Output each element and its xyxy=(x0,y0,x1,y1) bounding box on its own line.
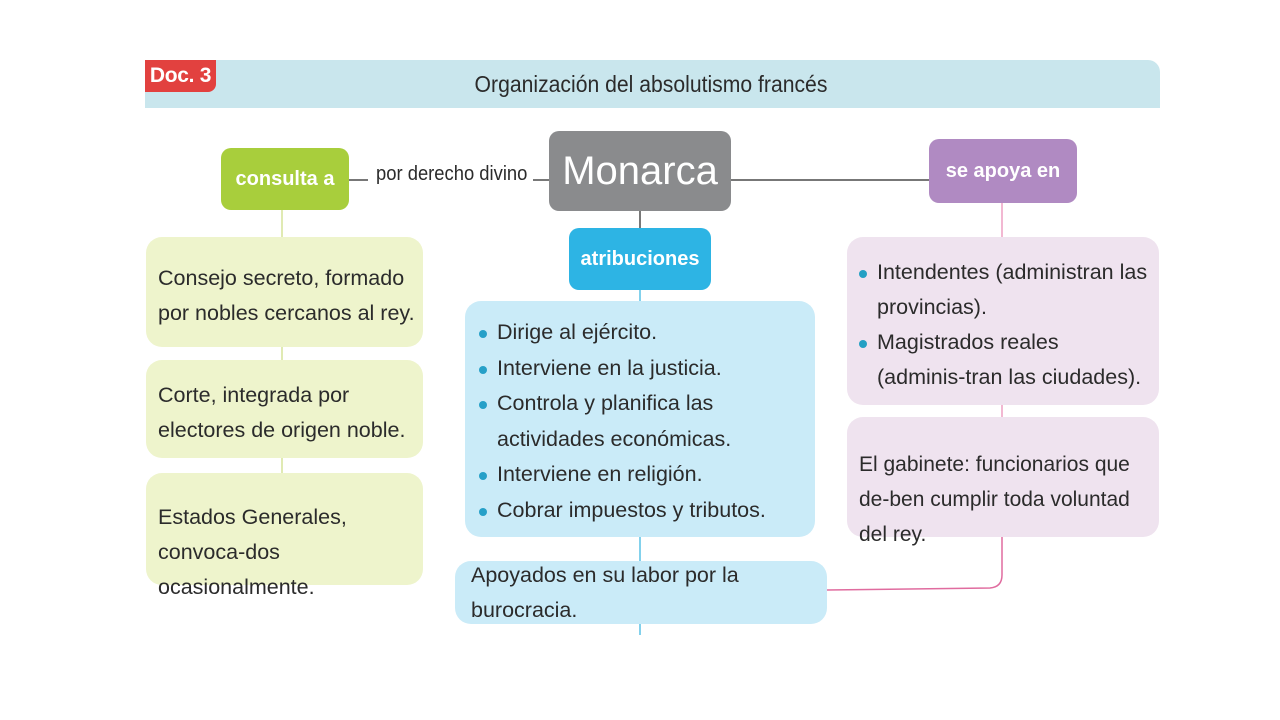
apoya-node: se apoya en xyxy=(929,139,1077,203)
list-item: Controla y planifica las actividades económicas. xyxy=(477,386,807,457)
page-title: Organización del absolutismo francés xyxy=(474,70,828,97)
atribuciones-node: atribuciones xyxy=(569,228,711,290)
monarca-node: Monarca xyxy=(549,131,731,211)
burocracia-box: Apoyados en su labor por la burocracia. xyxy=(455,561,827,624)
estados-box: Estados Generales, convoca-dos ocasionalmente. xyxy=(146,473,423,585)
gabinete-box: El gabinete: funcionarios que de-ben cumplir toda voluntad del rey. xyxy=(847,417,1159,537)
consejo-box: Consejo secreto, formado por nobles cercanos al rey. xyxy=(146,237,423,347)
doc-badge: Doc. 3 xyxy=(145,60,216,92)
intendentes-box xyxy=(847,237,1159,405)
list-item: Cobrar impuestos y tributos. xyxy=(477,493,807,529)
list-item: Interviene en la justicia. xyxy=(477,351,807,387)
derecho-divino-label: por derecho divino xyxy=(376,163,528,185)
list-item: Intendentes (administran las provincias). xyxy=(857,255,1151,325)
atribuciones-box xyxy=(465,301,815,537)
consulta-node: consulta a xyxy=(221,148,349,210)
list-item: Interviene en religión. xyxy=(477,457,807,493)
list-item: Dirige al ejército. xyxy=(477,315,807,351)
list-item: Magistrados reales (adminis-tran las ciudades). xyxy=(857,325,1151,395)
corte-box: Corte, integrada por electores de origen noble. xyxy=(146,360,423,458)
